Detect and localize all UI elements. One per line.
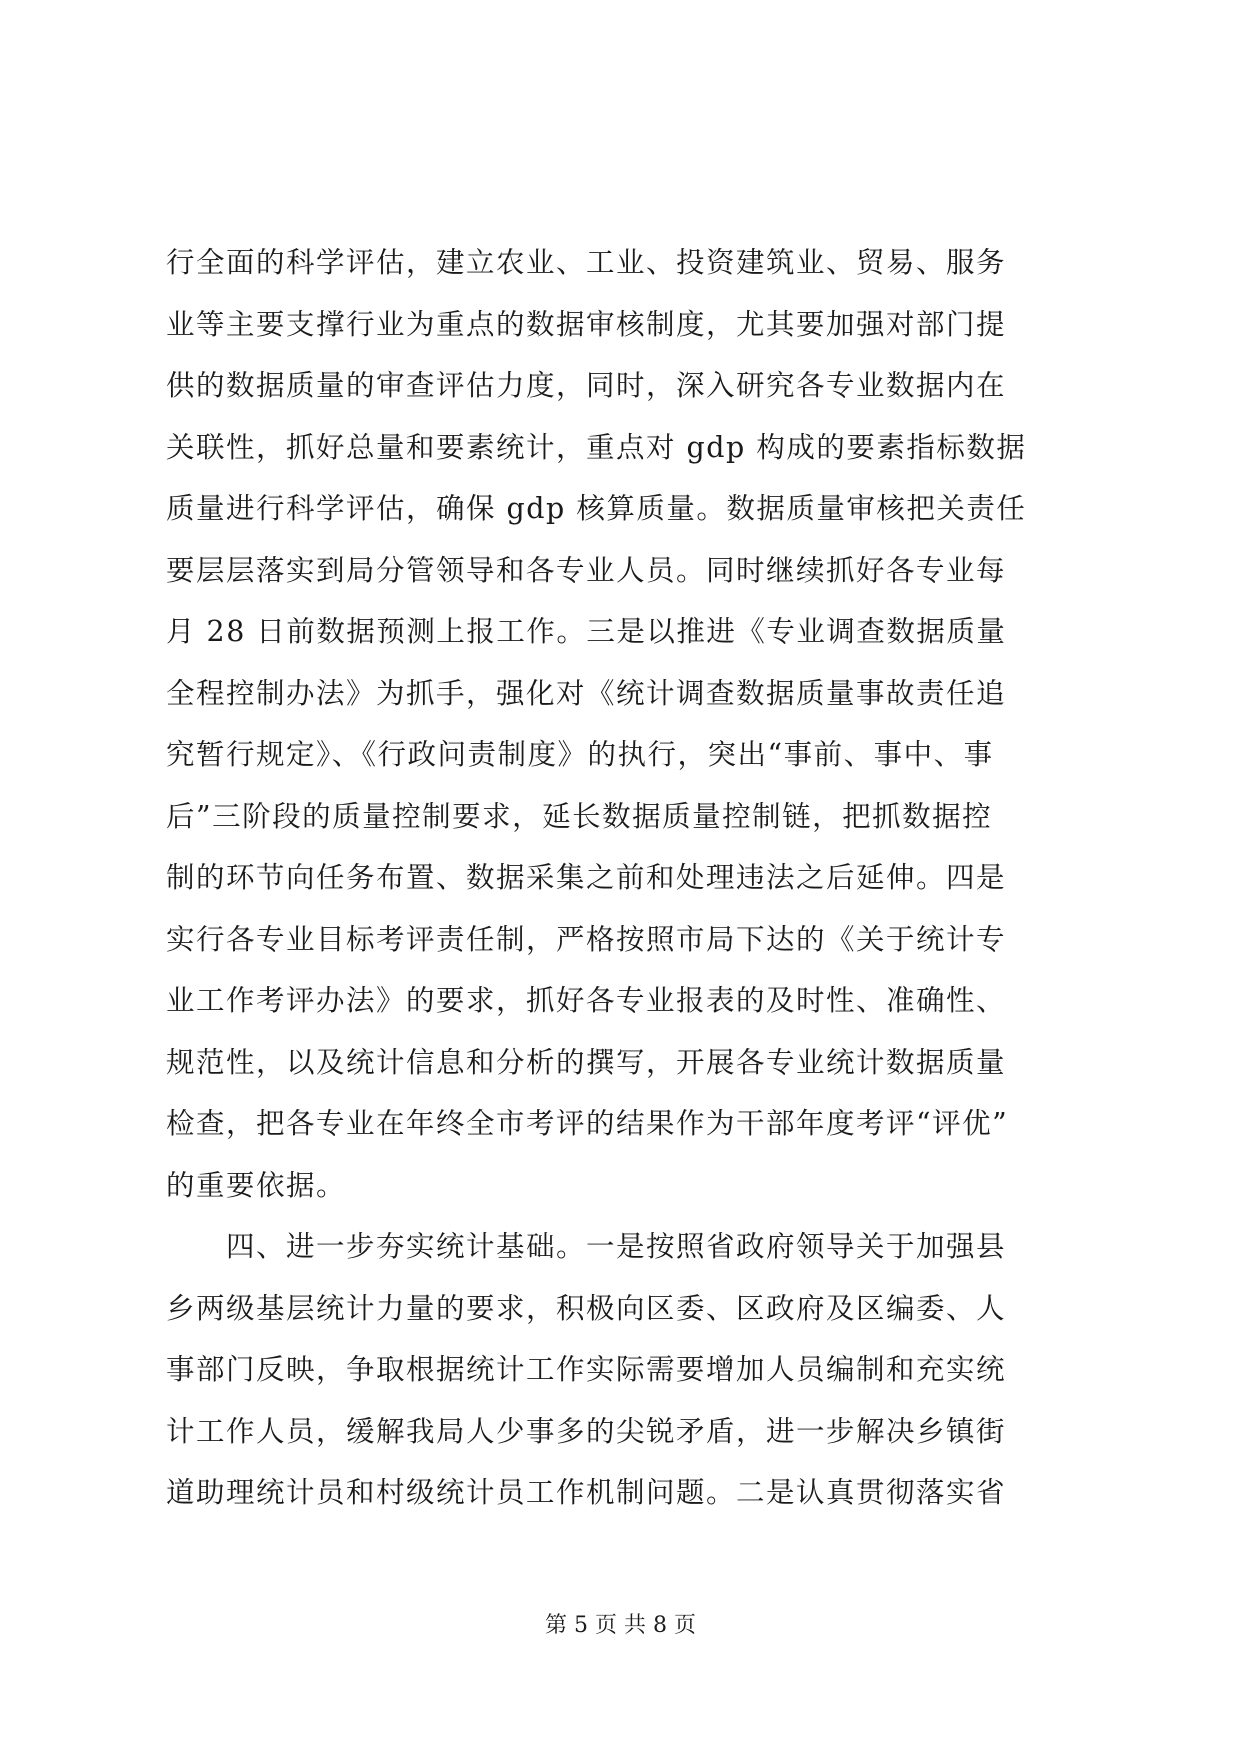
body-text <box>166 232 1086 1524</box>
text-line: 的重要依据。 <box>166 1168 347 1202</box>
text-line: 计工作人员，缓解我局人少事多的尖锐矛盾，进一步解决乡镇街 <box>166 1414 1007 1448</box>
text-line: 行全面的科学评估，建立农业、工业、投资建筑业、贸易、服务 <box>166 246 1007 279</box>
text-line: 四、进一步夯实统计基础。一是按照省政府领导关于加强县 <box>166 1230 1007 1263</box>
text-line: 业工作考评办法》的要求，抓好各专业报表的及时性、准确性、 <box>166 984 1007 1017</box>
text-line: 乡两级基层统计力量的要求，积极向区委、区政府及区编委、人 <box>166 1291 1007 1325</box>
text-line: 究暂行规定》、《行政问责制度》的执行，突出“事前、事中、事 <box>166 738 994 771</box>
text-line: 道助理统计员和村级统计员工作机制问题。二是认真贯彻落实省 <box>166 1476 1007 1509</box>
text-line: 要层层落实到局分管领导和各专业人员。同时继续抓好各专业每 <box>166 553 1007 587</box>
text-line: 业等主要支撑行业为重点的数据审核制度，尤其要加强对部门提 <box>166 307 1007 341</box>
text-line: 后”三阶段的质量控制要求，延长数据质量控制链，把抓数据控 <box>166 799 993 833</box>
text-line: 实行各专业目标考评责任制，严格按照市局下达的《关于统计专 <box>166 922 1007 956</box>
text-line: 规范性，以及统计信息和分析的撰写，开展各专业统计数据质量 <box>166 1045 1007 1079</box>
text-line: 月 28 日前数据预测上报工作。三是以推进《专业调查数据质量 <box>166 615 1007 648</box>
text-line: 制的环节向任务布置、数据采集之前和处理违法之后延伸。四是 <box>166 861 1007 894</box>
text-line: 全程控制办法》为抓手，强化对《统计调查数据质量事故责任追 <box>166 676 1007 710</box>
text-line: 质量进行科学评估，确保 gdp 核算质量。数据质量审核把关责任 <box>166 492 1027 525</box>
text-line: 关联性，抓好总量和要素统计，重点对 gdp 构成的要素指标数据 <box>166 430 1027 464</box>
text-line: 检查，把各专业在年终全市考评的结果作为干部年度考评“评优” <box>166 1107 1009 1140</box>
text-line: 事部门反映，争取根据统计工作实际需要增加人员编制和充实统 <box>166 1353 1007 1386</box>
text-line: 供的数据质量的审查评估力度，同时，深入研究各专业数据内在 <box>166 369 1007 402</box>
page-footer: 第 5 页 共 8 页 <box>545 1613 696 1638</box>
